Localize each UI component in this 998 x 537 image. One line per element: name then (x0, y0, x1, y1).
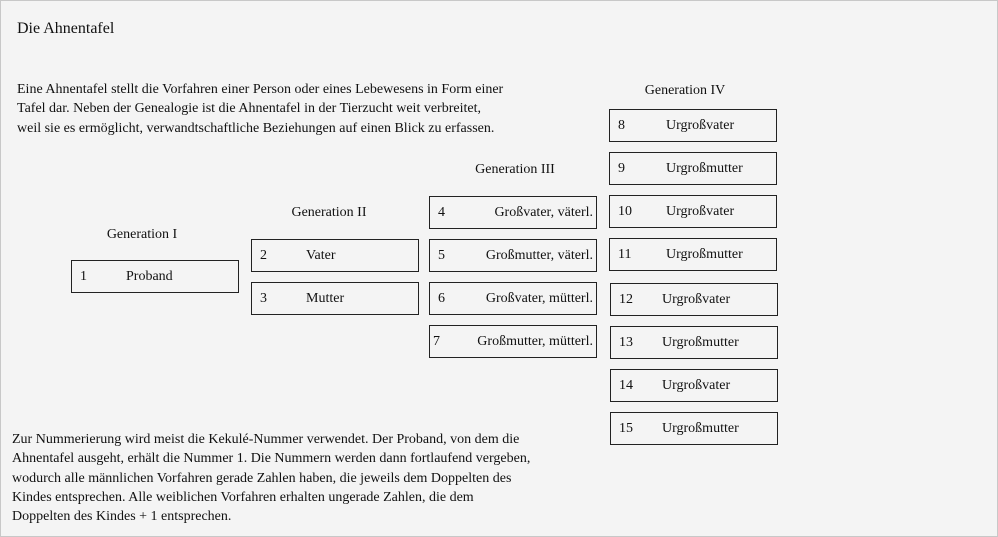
ancestor-box-2 (251, 239, 419, 272)
ancestor-label: Urgroßmutter (666, 161, 743, 176)
ancestor-label: Proband (126, 269, 173, 284)
generation-1-heading: Generation I (106, 227, 178, 242)
ancestor-label: Großmutter, mütterl. (477, 334, 593, 349)
ancestor-box-1 (71, 260, 239, 293)
generation-3-heading: Generation III (475, 162, 555, 177)
ancestor-number: 1 (80, 269, 87, 284)
outro-line: Kindes entsprechen. Alle weiblichen Vorfahren erhalten ungerade Zahlen, die dem (12, 489, 474, 505)
intro-line: Tafel dar. Neben der Genealogie ist die Ahnentafel in der Tierzucht weit verbreitet, (17, 101, 481, 117)
outro-line: wodurch alle männlichen Vorfahren gerade Zahlen haben, die jeweils dem Doppelten des (12, 470, 512, 486)
ancestor-label: Großvater, väterl. (494, 205, 593, 220)
ancestor-box-11 (609, 238, 777, 271)
ancestor-label: Urgroßvater (662, 292, 731, 307)
ancestor-number: 2 (260, 248, 267, 263)
page-title: Die Ahnentafel (17, 20, 115, 37)
ancestor-number: 3 (260, 291, 267, 306)
ancestor-number: 9 (618, 161, 625, 176)
ancestor-box-13 (610, 326, 778, 359)
outro-line: Ahnentafel ausgeht, erhält die Nummer 1. Die Nummern werden dann fortlaufend vergeben, (12, 451, 531, 467)
ancestor-label: Urgroßmutter (662, 421, 739, 436)
ancestor-box-9 (609, 152, 777, 185)
ancestor-number: 13 (619, 335, 633, 350)
ancestor-box-14 (610, 369, 778, 402)
ancestor-label: Großvater, mütterl. (485, 291, 593, 306)
generation-4-heading: Generation IV (644, 83, 726, 98)
ancestor-number: 6 (438, 291, 445, 306)
ancestor-number: 8 (618, 118, 625, 133)
ancestor-number: 15 (619, 421, 633, 436)
ancestor-label: Urgroßmutter (662, 335, 739, 350)
ancestor-box-10 (609, 195, 777, 228)
ancestor-box-6 (429, 282, 597, 315)
generation-2-heading: Generation II (291, 205, 367, 220)
outro-line: Doppelten des Kindes + 1 entsprechen. (12, 509, 232, 525)
ancestor-number: 14 (619, 378, 633, 393)
ancestor-label: Urgroßmutter (666, 247, 743, 262)
intro-line: Eine Ahnentafel stellt die Vorfahren einer Person oder eines Lebewesens in Form einer (17, 82, 504, 97)
ancestor-box-8 (609, 109, 777, 142)
intro-paragraph (17, 80, 503, 138)
ancestor-box-7 (429, 325, 597, 358)
ancestor-box-12 (610, 283, 778, 316)
ancestor-number: 4 (438, 205, 445, 220)
ancestor-number: 11 (618, 247, 632, 262)
ancestor-label: Urgroßvater (666, 204, 735, 219)
intro-line: weil sie es ermöglicht, verwandtschaftliche Beziehungen auf einen Blick zu erfassen. (17, 120, 495, 136)
ancestor-box-15 (610, 412, 778, 445)
ancestor-label: Mutter (306, 291, 345, 306)
ancestor-number: 12 (619, 292, 633, 307)
ancestor-label: Urgroßvater (662, 378, 731, 393)
numbering-paragraph (12, 430, 530, 526)
ancestor-box-3 (251, 282, 419, 315)
ancestor-number: 10 (618, 204, 632, 219)
ancestor-number: 7 (433, 334, 440, 349)
ancestor-label: Urgroßvater (666, 118, 735, 133)
ancestor-label: Großmutter, väterl. (485, 248, 593, 263)
ancestor-box-4 (429, 196, 597, 229)
outro-line: Zur Nummerierung wird meist die Kekulé-Nummer verwendet. Der Proband, von dem die (12, 432, 520, 447)
ancestor-box-5 (429, 239, 597, 272)
ancestor-number: 5 (438, 248, 445, 263)
ancestor-label: Vater (306, 248, 336, 263)
